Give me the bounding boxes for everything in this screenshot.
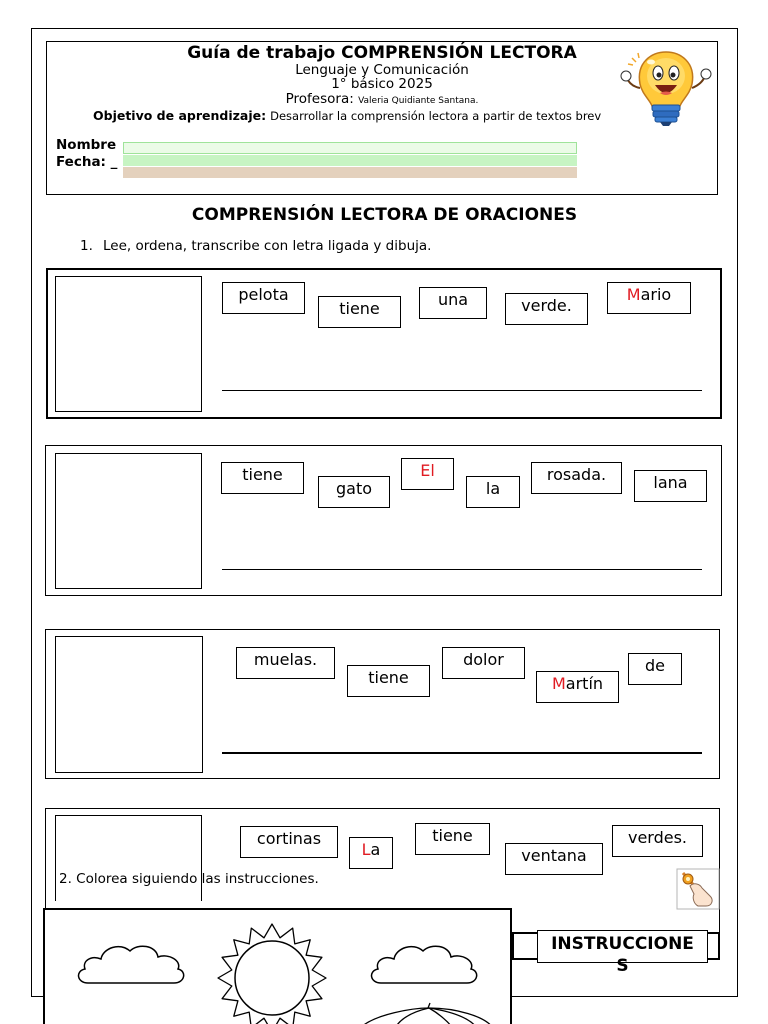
- exercise-3-box: [45, 629, 720, 779]
- word-text: muelas.: [253, 650, 318, 669]
- word-card: [221, 462, 304, 494]
- word-card: [401, 458, 454, 490]
- worksheet-header: [46, 41, 718, 195]
- sun-icon: [218, 924, 326, 1024]
- name-label: Nombre: [56, 137, 117, 153]
- exercise-2-box: [45, 445, 722, 596]
- umbrella-icon: [360, 1003, 493, 1024]
- objective-line: [93, 107, 655, 124]
- word-card: [318, 296, 401, 328]
- word-text: a: [370, 840, 381, 859]
- word-text: tiene: [242, 465, 283, 484]
- writing-line: [222, 569, 702, 570]
- instructions-heading: [537, 930, 708, 976]
- sun-disc: [235, 941, 309, 1015]
- drawing-box: [55, 276, 202, 412]
- word-card: [349, 837, 393, 869]
- grade-line: 1° básico 2025: [331, 76, 433, 92]
- coloring-picture: [43, 908, 512, 1024]
- word-card: [466, 476, 520, 508]
- word-text: lana: [653, 473, 688, 492]
- exercise-1-box: [46, 268, 722, 419]
- word-card: [505, 293, 588, 325]
- cloud-icon: [79, 946, 184, 983]
- word-card: [607, 282, 691, 314]
- word-text: de: [645, 656, 665, 675]
- word-card: [442, 647, 525, 679]
- instructions-heading-line-1: INSTRUCCIONE: [551, 934, 694, 954]
- word-capital: M: [626, 285, 641, 304]
- writing-line: [222, 390, 702, 391]
- word-text: pelota: [238, 285, 289, 304]
- hand-pencil-icon: [676, 868, 720, 910]
- drawing-box: [55, 636, 203, 773]
- word-card: [419, 287, 487, 319]
- word-text: verde.: [521, 296, 572, 315]
- word-card: [236, 647, 335, 679]
- word-card: [536, 671, 619, 703]
- word-capital: L: [361, 840, 371, 859]
- extra-field-bar: [123, 167, 577, 178]
- date-label: Fecha: _: [56, 154, 118, 170]
- word-text: ario: [640, 285, 672, 304]
- word-card: [222, 282, 305, 314]
- word-text: cortinas: [256, 829, 322, 848]
- word-text: gato: [335, 479, 373, 498]
- coloring-illustration: [45, 910, 510, 1024]
- drawing-box: [55, 453, 202, 589]
- word-text: una: [437, 290, 469, 309]
- word-text: ventana: [521, 846, 587, 865]
- word-card: [634, 470, 707, 502]
- activity-1-instruction: Lee, ordena, transcribe con letra ligada y dibuja.: [103, 238, 432, 254]
- word-card: [240, 826, 338, 858]
- date-field-bar: [123, 155, 577, 166]
- activity-1-number: 1.: [80, 238, 93, 254]
- word-text: artín: [565, 674, 604, 693]
- word-text: tiene: [368, 668, 409, 687]
- word-text: verdes.: [627, 828, 688, 847]
- instructions-heading-line-2: S: [616, 956, 629, 976]
- word-text: tiene: [432, 826, 473, 845]
- cloud-icon: [372, 946, 477, 983]
- word-card: [628, 653, 682, 685]
- word-card: [531, 462, 622, 494]
- objective-text: Desarrollar la comprensión lectora a partir de textos brev: [270, 109, 602, 123]
- word-card: [415, 823, 490, 855]
- word-card: [612, 825, 703, 857]
- drawing-box: [55, 815, 202, 901]
- word-text: dolor: [463, 650, 504, 669]
- word-card: [505, 843, 603, 875]
- section-title: COMPRENSIÓN LECTORA DE ORACIONES: [191, 205, 578, 225]
- name-field-bar: [123, 142, 577, 154]
- activity-2-instruction: 2. Colorea siguiendo las instrucciones.: [59, 871, 319, 887]
- word-text: rosada.: [546, 465, 607, 484]
- word-text: tiene: [339, 299, 380, 318]
- writing-line: [222, 752, 702, 754]
- worksheet-title: Guía de trabajo COMPRENSIÓN LECTORA: [187, 43, 577, 63]
- word-capital: M: [551, 674, 566, 693]
- teacher-label: Profesora:: [285, 91, 354, 107]
- lightbulb-mascot-icon: [618, 48, 714, 128]
- subject-line: Lenguaje y Comunicación: [295, 62, 469, 78]
- word-capital: El: [420, 461, 435, 480]
- word-card: [347, 665, 430, 697]
- word-text: la: [485, 479, 501, 498]
- word-card: [318, 476, 390, 508]
- teacher-name: Valeria Quidiante Santana.: [358, 96, 479, 106]
- objective-label: Objetivo de aprendizaje:: [93, 108, 267, 123]
